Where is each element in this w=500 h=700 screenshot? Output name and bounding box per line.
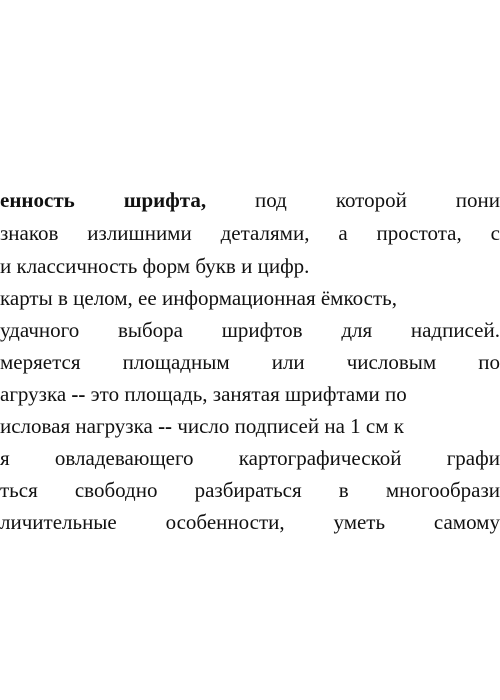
word: выбора bbox=[117, 318, 183, 342]
term-emphasis: шрифта, bbox=[123, 188, 207, 212]
line-text: и классичность форм букв и цифр. bbox=[0, 254, 310, 278]
dash-emphasis: -- bbox=[71, 382, 86, 406]
word: под bbox=[255, 188, 287, 212]
line-text: исловая нагрузка bbox=[0, 414, 159, 438]
word: деталями, bbox=[220, 221, 310, 245]
word: которой bbox=[335, 188, 407, 212]
word: числовым bbox=[346, 350, 437, 374]
text-line-7 bbox=[0, 379, 500, 409]
word: ться bbox=[0, 478, 38, 502]
word: с bbox=[490, 221, 500, 245]
word: знаков bbox=[0, 221, 59, 245]
word: овладевающего bbox=[54, 446, 194, 470]
dash-emphasis: -- bbox=[158, 414, 173, 438]
line-text: агрузка bbox=[0, 382, 72, 406]
line-text: это площадь, занятая шрифтами по bbox=[85, 382, 407, 406]
word: в bbox=[338, 478, 349, 502]
word: меряется bbox=[0, 350, 81, 374]
text-line-1 bbox=[0, 185, 500, 215]
line-text: карты в целом, ее информационная ёмкость, bbox=[0, 286, 397, 310]
text-line-8 bbox=[0, 411, 500, 441]
text-line-2 bbox=[0, 218, 500, 248]
word: для bbox=[341, 318, 373, 342]
word: площадным bbox=[122, 350, 230, 374]
text-line-4 bbox=[0, 283, 500, 313]
word: картографической bbox=[238, 446, 402, 470]
word: свободно bbox=[74, 478, 158, 502]
word: излишними bbox=[87, 221, 192, 245]
word: по bbox=[478, 350, 500, 374]
word: я bbox=[0, 446, 10, 470]
text-line-11 bbox=[0, 507, 500, 537]
word: особенности, bbox=[165, 510, 285, 534]
word: личительные bbox=[0, 510, 117, 534]
text-line-9 bbox=[0, 443, 500, 473]
word: надписей. bbox=[410, 318, 500, 342]
text-line-10 bbox=[0, 475, 500, 505]
text-line-5 bbox=[0, 315, 500, 345]
word: или bbox=[271, 350, 305, 374]
line-text: число подписей на 1 см к bbox=[172, 414, 404, 438]
text-line-3 bbox=[0, 251, 500, 281]
word: шрифтов bbox=[221, 318, 303, 342]
word: графи bbox=[446, 446, 500, 470]
word: простота, bbox=[376, 221, 462, 245]
word: удачного bbox=[0, 318, 80, 342]
word: а bbox=[338, 221, 348, 245]
word: самому bbox=[433, 510, 500, 534]
word: многообрази bbox=[385, 478, 500, 502]
text-line-6 bbox=[0, 347, 500, 377]
word: уметь bbox=[333, 510, 386, 534]
word: пони bbox=[455, 188, 500, 212]
term-emphasis: енность bbox=[0, 188, 75, 212]
word: разбираться bbox=[194, 478, 302, 502]
